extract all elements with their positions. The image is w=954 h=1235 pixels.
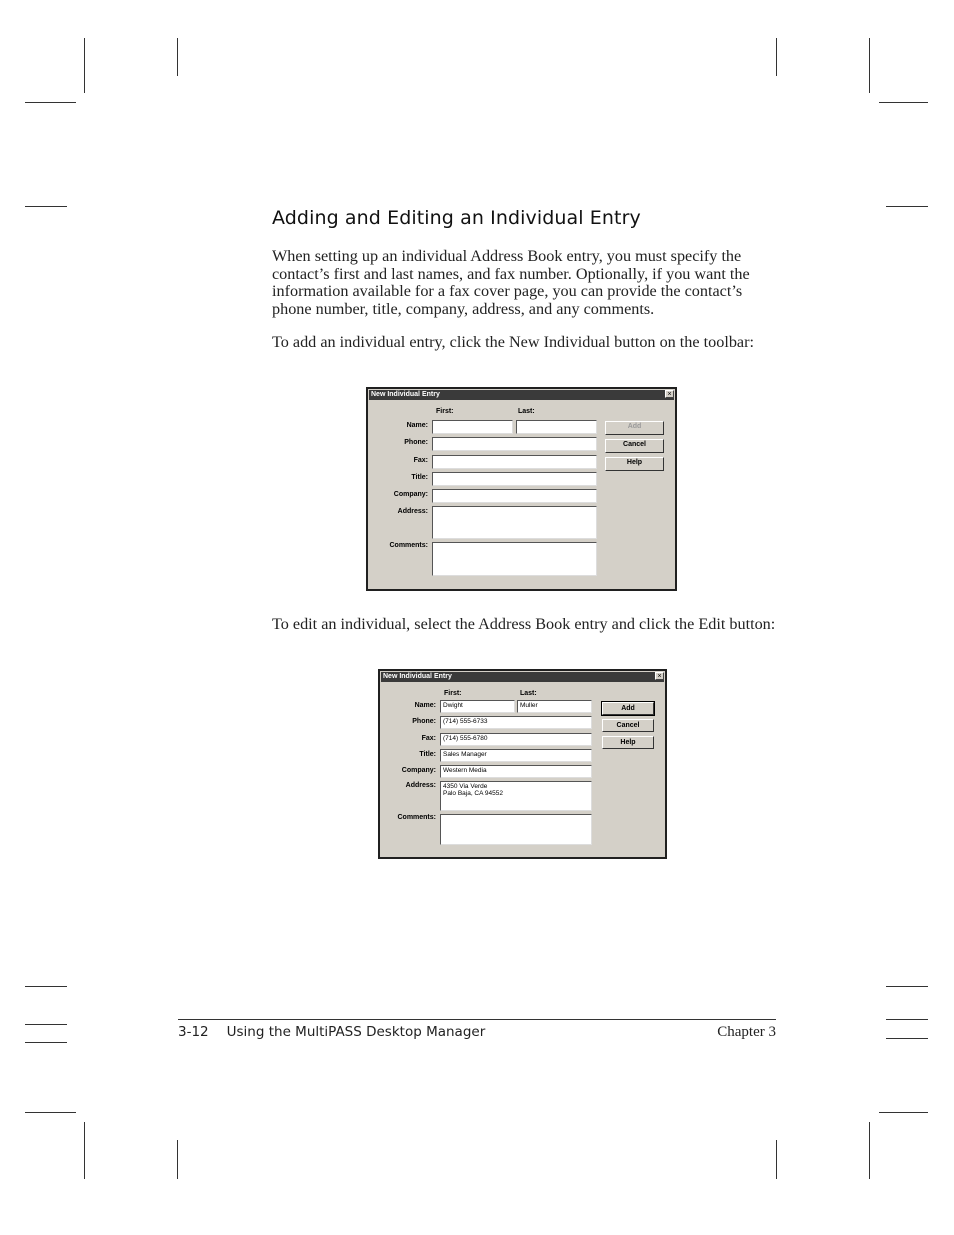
cancel-button[interactable]: Cancel [602, 719, 654, 732]
comments-input[interactable] [440, 814, 592, 845]
phone-input[interactable]: (714) 555-6733 [440, 716, 592, 729]
phone-input[interactable] [432, 437, 597, 451]
company-label: Company: [401, 767, 436, 774]
first-name-input[interactable] [432, 420, 513, 434]
company-label: Company: [393, 491, 428, 498]
address-label: Address: [405, 782, 436, 789]
last-column-label: Last: [518, 408, 535, 415]
phone-label: Phone: [412, 718, 436, 725]
footer-left [178, 1024, 485, 1040]
add-instruction-paragraph: To add an individual entry, click the New Individual button on the toolbar: [272, 333, 754, 351]
title-label: Title: [411, 474, 428, 481]
add-button[interactable]: Add [605, 421, 664, 435]
title-input[interactable] [432, 472, 597, 486]
fax-label: Fax: [413, 457, 428, 464]
add-button[interactable]: Add [602, 702, 654, 715]
page-number: 3-12 [178, 1024, 209, 1040]
title-input[interactable]: Sales Manager [440, 749, 592, 762]
cancel-button[interactable]: Cancel [605, 439, 664, 453]
name-label: Name: [406, 422, 428, 429]
company-input[interactable] [432, 489, 597, 503]
comments-label: Comments: [389, 542, 428, 549]
first-column-label: First: [444, 690, 462, 697]
close-icon[interactable]: × [655, 672, 664, 680]
fax-label: Fax: [421, 735, 436, 742]
last-name-input[interactable] [516, 420, 597, 434]
edit-individual-dialog [378, 669, 667, 859]
new-individual-dialog [366, 387, 677, 591]
dialog-title: New Individual Entry [369, 390, 674, 400]
fax-input[interactable] [432, 455, 597, 469]
first-name-input[interactable]: Dwight [440, 700, 515, 713]
last-name-input[interactable]: Muller [517, 700, 592, 713]
phone-label: Phone: [404, 439, 428, 446]
intro-paragraph: When setting up an individual Address Book entry, you must specify the contact’s first and last names, and fax number. Optionally, if you want the information available for a fax cover page, you can provide the contact’s phone number, title, company, address, and any comments. [272, 247, 750, 318]
dialog-title: New Individual Entry [381, 672, 664, 682]
comments-label: Comments: [397, 814, 436, 821]
help-button[interactable]: Help [602, 736, 654, 749]
fax-input[interactable]: (714) 555-6780 [440, 733, 592, 746]
name-label: Name: [414, 702, 436, 709]
last-column-label: Last: [520, 690, 537, 697]
title-label: Title: [419, 751, 436, 758]
company-input[interactable]: Western Media [440, 765, 592, 778]
address-input[interactable]: 4350 Via Verde Palo Baja, CA 94552 [440, 781, 592, 811]
close-icon[interactable]: × [665, 390, 674, 398]
address-label: Address: [397, 508, 428, 515]
section-title: Using the MultiPASS Desktop Manager [226, 1024, 486, 1040]
edit-instruction-paragraph: To edit an individual, select the Address Book entry and click the Edit button: [272, 615, 776, 633]
address-input[interactable] [432, 506, 597, 539]
section-heading: Adding and Editing an Individual Entry [272, 207, 641, 229]
footer-rule [178, 1019, 776, 1020]
comments-input[interactable] [432, 542, 597, 576]
chapter-label: Chapter 3 [717, 1024, 776, 1040]
first-column-label: First: [436, 408, 454, 415]
help-button[interactable]: Help [605, 457, 664, 471]
